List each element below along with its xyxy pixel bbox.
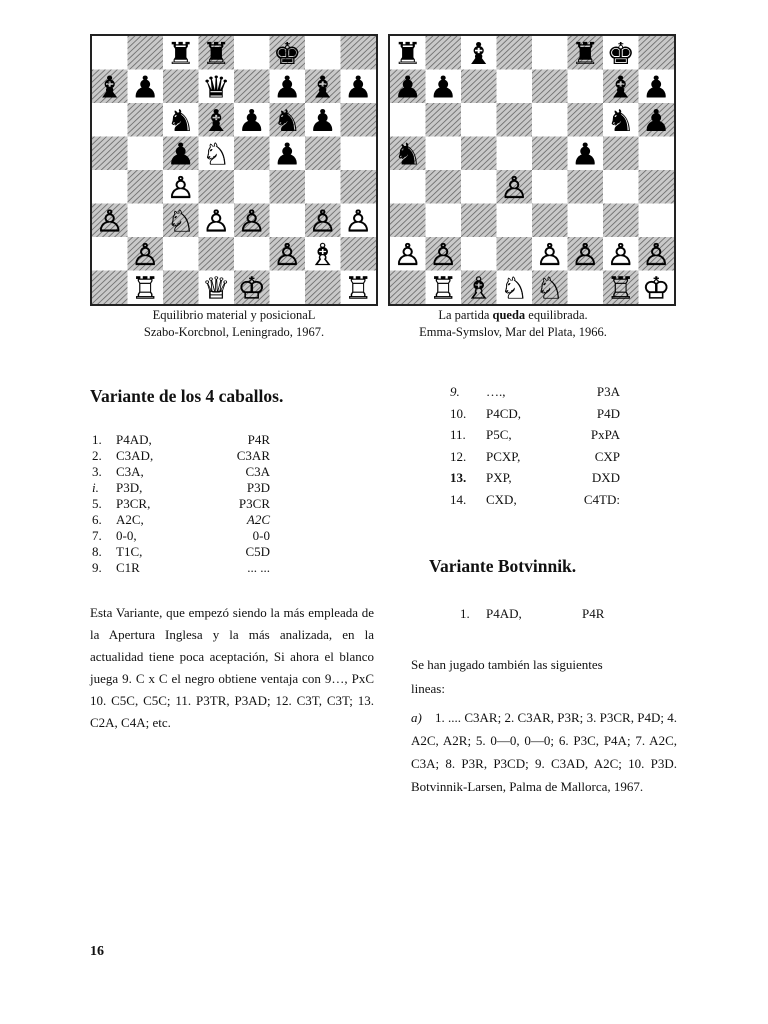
move-number: 14. — [450, 491, 467, 507]
black-move: C5D — [245, 544, 270, 559]
dark-square — [639, 36, 675, 70]
move-number: 10. — [450, 405, 467, 421]
white-move: P4AD, — [486, 606, 522, 621]
move-row — [90, 528, 270, 544]
white-rook-icon — [429, 271, 458, 304]
black-move: PxPA — [590, 427, 620, 442]
white-king-icon — [642, 271, 671, 304]
intro-line: lineas: — [411, 681, 445, 696]
botvinnik-move — [460, 606, 620, 626]
move-number: 3. — [92, 464, 102, 479]
dark-square — [426, 170, 462, 204]
white-pawn-icon — [166, 171, 195, 206]
light-square — [270, 204, 306, 238]
black-move: P4D — [596, 405, 620, 421]
light-square — [305, 36, 341, 70]
dark-square — [461, 204, 497, 238]
dark-square — [305, 271, 341, 305]
dark-square — [497, 103, 533, 137]
botvinnik-intro — [411, 654, 677, 700]
light-square — [603, 170, 639, 204]
dark-square — [92, 137, 128, 171]
dark-square — [568, 103, 604, 137]
black-pawn-icon — [642, 104, 671, 139]
dark-square — [128, 36, 164, 70]
move-number: i. — [92, 480, 99, 495]
white-bishop-icon — [464, 271, 493, 304]
light-square — [92, 36, 128, 70]
black-bishop-icon — [606, 70, 635, 105]
white-move: P3CR, — [116, 496, 151, 511]
diagram-1-caption — [90, 307, 378, 341]
move-row — [450, 470, 640, 492]
black-pawn-icon — [237, 104, 266, 139]
move-row — [450, 406, 640, 428]
chess-diagram-1 — [90, 34, 378, 306]
white-move: C1R — [116, 560, 140, 575]
move-row — [450, 384, 640, 406]
dark-square — [128, 103, 164, 137]
black-knight-icon — [273, 104, 302, 139]
light-square — [568, 271, 604, 305]
light-square — [426, 204, 462, 238]
black-pawn-icon — [308, 104, 337, 139]
black-move: 0-0 — [252, 528, 270, 543]
move-row — [90, 560, 270, 576]
section-title-botvinnik: Variante Botvinnik. — [429, 556, 577, 576]
light-square — [234, 237, 270, 271]
black-king-icon — [606, 37, 635, 72]
black-move: P4R — [247, 432, 270, 447]
white-move: C3A, — [116, 464, 144, 479]
light-square — [532, 36, 568, 70]
move-row — [90, 480, 270, 496]
white-bishop-icon — [308, 238, 337, 273]
black-king-icon — [273, 37, 302, 72]
white-rook-icon — [131, 271, 160, 304]
light-square — [305, 170, 341, 204]
move-number: 7. — [92, 528, 102, 543]
page-number: 16 — [90, 944, 104, 959]
black-move: DXD — [591, 470, 620, 485]
white-king-icon — [237, 271, 266, 304]
dark-square — [341, 237, 377, 271]
light-square — [639, 204, 675, 238]
dark-square — [568, 170, 604, 204]
light-square — [390, 103, 426, 137]
light-square — [163, 237, 199, 271]
dark-square — [92, 271, 128, 305]
dark-square — [234, 137, 270, 171]
variation-a — [411, 706, 677, 798]
dark-square — [603, 204, 639, 238]
white-pawn-icon — [308, 204, 337, 239]
black-pawn-icon — [344, 70, 373, 105]
move-number: 9. — [92, 560, 102, 575]
dark-square — [163, 70, 199, 104]
move-row — [90, 544, 270, 560]
dark-square — [305, 137, 341, 171]
white-pawn-icon — [202, 204, 231, 239]
move-row — [450, 492, 640, 514]
black-bishop-icon — [202, 104, 231, 139]
light-square — [390, 170, 426, 204]
white-queen-icon — [202, 271, 231, 304]
dark-square — [461, 70, 497, 104]
light-square — [461, 170, 497, 204]
black-rook-icon — [166, 37, 195, 72]
white-move: 0-0, — [116, 528, 137, 543]
dark-square — [128, 170, 164, 204]
dark-square — [390, 204, 426, 238]
dark-square — [234, 70, 270, 104]
dark-square — [532, 204, 568, 238]
white-move: C3AD, — [116, 448, 154, 463]
white-move: A2C, — [116, 512, 144, 527]
black-move: C3A — [245, 464, 270, 479]
move-row — [90, 512, 270, 528]
white-move: CXD, — [486, 491, 517, 507]
light-square — [639, 137, 675, 171]
white-move: …., — [486, 384, 506, 399]
white-knight-icon — [166, 204, 195, 239]
move-row — [90, 496, 270, 512]
light-square — [461, 237, 497, 271]
white-move: PCXP, — [486, 448, 521, 464]
light-square — [92, 170, 128, 204]
dark-square — [199, 237, 235, 271]
white-move: P4AD, — [116, 432, 152, 447]
dark-square — [390, 271, 426, 305]
black-move: P3CR — [238, 496, 270, 511]
white-move: P5C, — [486, 427, 512, 442]
light-square — [234, 170, 270, 204]
black-pawn-icon — [393, 70, 422, 105]
light-square — [497, 204, 533, 238]
white-pawn-icon — [500, 171, 529, 206]
caption-line: La partida queda equilibrada. — [438, 308, 588, 322]
move-row — [450, 449, 640, 471]
white-pawn-icon — [95, 204, 124, 239]
white-move: PXP, — [486, 470, 512, 485]
light-square — [497, 137, 533, 171]
move-row — [90, 464, 270, 480]
white-rook-icon — [344, 271, 373, 304]
light-square — [128, 137, 164, 171]
black-pawn-icon — [429, 70, 458, 105]
black-pawn-icon — [166, 137, 195, 172]
move-number: 11. — [450, 427, 466, 442]
black-move: C4TD: — [583, 491, 620, 507]
black-rook-icon — [571, 37, 600, 72]
black-bishop-icon — [464, 37, 493, 72]
caption-line: Emma-Symslov, Mar del Plata, 1966. — [419, 325, 607, 339]
light-square — [426, 137, 462, 171]
light-square — [234, 36, 270, 70]
diagram-2-caption — [388, 307, 638, 341]
caption-line: Szabo-Korcbnol, Leningrado, 1967. — [143, 325, 325, 339]
move-number: 6. — [92, 512, 102, 527]
dark-square — [426, 36, 462, 70]
dark-square — [603, 137, 639, 171]
commentary-paragraph: Esta Variante, que empezó siendo la más empleada de la Apertura Inglesa y la más analizada, en la actualidad tiene poca aceptación, Si ahora el blanco juega 9. C x C el negro obtiene ventaja con 9…, PxC 10. C5C, C5C; 11. P3TR, P3AD; 12. C3T, C3T; 13. C2A, C4A; etc. — [90, 605, 374, 730]
dark-square — [163, 271, 199, 305]
intro-line: Se han jugado también las siguientes — [411, 657, 603, 672]
black-pawn-icon — [273, 70, 302, 105]
caption-line: Equilibrio material y posicionaL — [152, 308, 316, 322]
dark-square — [497, 36, 533, 70]
black-move: P3A — [596, 384, 620, 399]
light-square — [497, 70, 533, 104]
light-square — [532, 170, 568, 204]
section-title-cuatro-caballos: Variante de los 4 caballos. — [90, 386, 284, 406]
dark-square — [639, 170, 675, 204]
black-move: A2C — [246, 512, 270, 527]
black-move: C3AR — [236, 448, 270, 463]
black-bishop-icon — [308, 70, 337, 105]
white-pawn-icon — [393, 238, 422, 273]
light-square — [270, 271, 306, 305]
light-square — [341, 137, 377, 171]
black-knight-icon — [166, 104, 195, 139]
black-knight-icon — [606, 104, 635, 139]
move-number: 12. — [450, 448, 467, 464]
move-row — [90, 448, 270, 464]
light-square — [568, 204, 604, 238]
white-knight-icon — [535, 271, 564, 304]
black-pawn-icon — [131, 70, 160, 105]
black-move: ... ... — [247, 560, 270, 575]
black-queen-icon — [202, 70, 231, 105]
white-pawn-icon — [344, 204, 373, 239]
move-number: 1. — [460, 606, 470, 621]
light-square — [128, 204, 164, 238]
move-number: 1. — [92, 432, 102, 447]
white-pawn-icon — [429, 238, 458, 273]
white-move: P4CD, — [486, 405, 522, 421]
move-number: 9. — [450, 384, 460, 399]
black-bishop-icon — [95, 70, 124, 105]
move-row — [90, 432, 270, 448]
light-square — [568, 70, 604, 104]
move-number: 2. — [92, 448, 102, 463]
white-pawn-icon — [571, 238, 600, 273]
black-knight-icon — [393, 137, 422, 172]
black-move: CXP — [594, 448, 620, 464]
move-number: 13. — [450, 470, 467, 485]
black-pawn-icon — [642, 70, 671, 105]
black-move: P4R — [582, 606, 605, 621]
white-pawn-icon — [273, 238, 302, 273]
white-pawn-icon — [606, 238, 635, 273]
dark-square — [270, 170, 306, 204]
black-rook-icon — [393, 37, 422, 72]
black-move: P3D — [246, 480, 270, 495]
move-number: 5. — [92, 496, 102, 511]
light-square — [532, 103, 568, 137]
dark-square — [461, 137, 497, 171]
light-square — [92, 103, 128, 137]
move-number: 8. — [92, 544, 102, 559]
black-rook-icon — [202, 37, 231, 72]
white-pawn-icon — [131, 238, 160, 273]
white-pawn-icon — [642, 238, 671, 273]
white-move: P3D, — [116, 480, 143, 495]
dark-square — [199, 170, 235, 204]
chess-diagram-2 — [388, 34, 676, 306]
white-pawn-icon — [237, 204, 266, 239]
dark-square — [497, 237, 533, 271]
white-rook-icon — [606, 271, 635, 304]
dark-square — [426, 103, 462, 137]
black-pawn-icon — [273, 137, 302, 172]
move-row — [450, 427, 640, 449]
white-pawn-icon — [535, 238, 564, 273]
black-pawn-icon — [571, 137, 600, 172]
dark-square — [532, 137, 568, 171]
white-move: T1C, — [116, 544, 143, 559]
light-square — [461, 103, 497, 137]
item-text: 1. .... C3AR; 2. C3AR, P3R; 3. P3CR, P4D; 4. A2C, A2R; 5. 0—0, 0—0; 6. P3C, P4A; 7. A2C, C3A; 8. P3R, P3CD; 9. C3AD, A2C; 10. P3D. Botvinnik-Larsen, Palma de Mallorca, 1967. — [411, 710, 678, 794]
white-knight-icon — [202, 137, 231, 172]
light-square — [92, 237, 128, 271]
item-label: a) — [411, 710, 422, 725]
dark-square — [532, 70, 568, 104]
white-knight-icon — [500, 271, 529, 304]
dark-square — [341, 170, 377, 204]
dark-square — [341, 36, 377, 70]
dark-square — [341, 103, 377, 137]
